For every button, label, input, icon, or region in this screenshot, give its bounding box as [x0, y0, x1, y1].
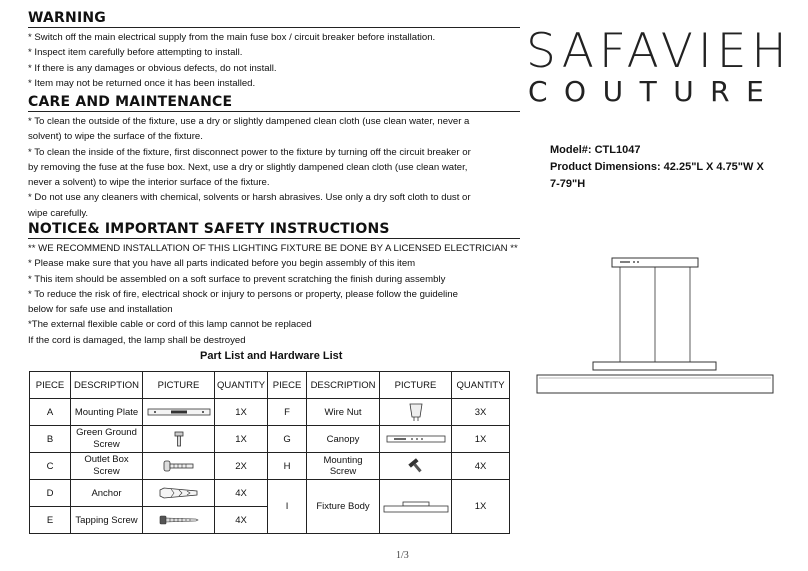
mounting-screw-icon [382, 458, 449, 474]
brand-subtitle: COUTURE [528, 75, 781, 108]
part-picture [143, 480, 215, 507]
part-description: Green Ground Screw [71, 426, 143, 453]
header-cell: DESCRIPTION [71, 372, 143, 399]
anchor-icon [145, 487, 212, 499]
part-quantity: 4X [215, 507, 268, 534]
canopy-icon [382, 434, 449, 444]
header-cell: PIECE [30, 372, 71, 399]
warning-line: * Item may not be returned once it has been installed. [28, 77, 256, 89]
warning-line: * If there is any damages or obvious defects, do not install. [28, 62, 277, 74]
part-description: Canopy [307, 426, 380, 453]
part-description: Tapping Screw [71, 507, 143, 534]
product-dimensions: Product Dimensions: 42.25"L X 4.75"W X [550, 161, 764, 173]
part-picture [143, 426, 215, 453]
wire-nut-icon [382, 402, 449, 422]
table-header-row [30, 372, 510, 399]
notice-line: * Please make sure that you have all parts indicated before you begin assembly of this item [28, 258, 416, 270]
part-description: Outlet Box Screw [71, 453, 143, 480]
care-line: by removing the fuse at the fuse box. Next, use a dry or slightly dampened clean cloth (use clean water, [28, 161, 468, 173]
part-description: Anchor [71, 480, 143, 507]
header-cell: PICTURE [143, 372, 215, 399]
warning-title: WARNING [28, 10, 520, 28]
header-cell: PIECE [268, 372, 307, 399]
care-title: CARE AND MAINTENANCE [28, 94, 520, 112]
part-description: Fixture Body [307, 480, 380, 534]
warning-line: * Switch off the main electrical supply from the main fuse box / circuit breaker before installation. [28, 32, 436, 43]
notice-line: *The external flexible cable or cord of this lamp cannot be replaced [28, 319, 312, 331]
notice-line: below for safe use and installation [28, 304, 173, 316]
part-quantity: 1X [215, 426, 268, 453]
page-number: 1/3 [396, 550, 409, 561]
piece-letter: D [30, 480, 71, 507]
care-line: * Do not use any cleaners with chemical, solvents or harsh abrasives. Use only a dry soft cloth to dust or [28, 192, 471, 204]
part-quantity: 1X [452, 480, 510, 534]
part-quantity: 3X [452, 399, 510, 426]
fixture-illustration [530, 252, 780, 402]
ground-screw-icon [145, 431, 212, 447]
part-quantity: 1X [452, 426, 510, 453]
product-dimensions-cont: 7-79"H [550, 178, 586, 190]
part-picture [380, 399, 452, 426]
table-row [30, 399, 510, 426]
model-number: Model#: CTL1047 [550, 144, 641, 156]
header-cell: QUANTITY [215, 372, 268, 399]
piece-letter: I [268, 480, 307, 534]
care-line: never a solvent) to wipe the interior surface of the fixture. [28, 177, 270, 189]
warning-line: * Inspect item carefully before attempting to install. [28, 47, 243, 59]
piece-letter: C [30, 453, 71, 480]
part-picture [143, 453, 215, 480]
notice-section [28, 221, 520, 348]
part-quantity: 1X [215, 399, 268, 426]
mounting-plate-icon [145, 406, 212, 418]
care-line: solvent) to wipe the surface of the fixture. [28, 131, 203, 143]
parts-title: Part List and Hardware List [200, 350, 343, 362]
parts-table [29, 371, 510, 534]
part-picture [380, 426, 452, 453]
header-cell: QUANTITY [452, 372, 510, 399]
notice-line: If the cord is damaged, the lamp shall be destroyed [28, 334, 246, 346]
notice-line: ** WE RECOMMEND INSTALLATION OF THIS LIGHTING FIXTURE BE DONE BY A LICENSED ELECTRICIAN ** [28, 243, 518, 254]
table-row [30, 480, 510, 507]
part-description: Mounting Plate [71, 399, 143, 426]
piece-letter: A [30, 399, 71, 426]
piece-letter: B [30, 426, 71, 453]
notice-title: NOTICE& IMPORTANT SAFETY INSTRUCTIONS [28, 221, 520, 239]
part-quantity: 4X [215, 480, 268, 507]
outlet-screw-icon [145, 460, 212, 472]
care-section [28, 94, 520, 221]
care-line: * To clean the outside of the fixture, use a dry or slightly dampened clean cloth (use clean water, never a [28, 116, 470, 127]
brand-logo: SAFAVIEH [526, 24, 792, 79]
piece-letter: G [268, 426, 307, 453]
table-row [30, 453, 510, 480]
care-line: * To clean the inside of the fixture, first disconnect power to the fixture by turning off the circuit breaker or [28, 146, 471, 158]
part-quantity: 2X [215, 453, 268, 480]
tapping-screw-icon [145, 515, 212, 525]
header-cell: PICTURE [380, 372, 452, 399]
notice-line: * This item should be assembled on a soft surface to prevent scratching the finish during assembly [28, 273, 446, 285]
part-picture [380, 453, 452, 480]
header-cell: DESCRIPTION [307, 372, 380, 399]
notice-line: * To reduce the risk of fire, electrical shock or injury to persons or property, please follow the guideline [28, 288, 458, 300]
fixture-body-icon [382, 500, 449, 514]
part-quantity: 4X [452, 453, 510, 480]
part-picture [380, 480, 452, 534]
part-description: Mounting Screw [307, 453, 380, 480]
piece-letter: E [30, 507, 71, 534]
piece-letter: H [268, 453, 307, 480]
part-picture [143, 507, 215, 534]
product-info [550, 142, 790, 193]
warning-section [28, 10, 520, 91]
part-picture [143, 399, 215, 426]
care-line: wipe carefully. [28, 207, 89, 219]
table-row [30, 426, 510, 453]
part-description: Wire Nut [307, 399, 380, 426]
piece-letter: F [268, 399, 307, 426]
